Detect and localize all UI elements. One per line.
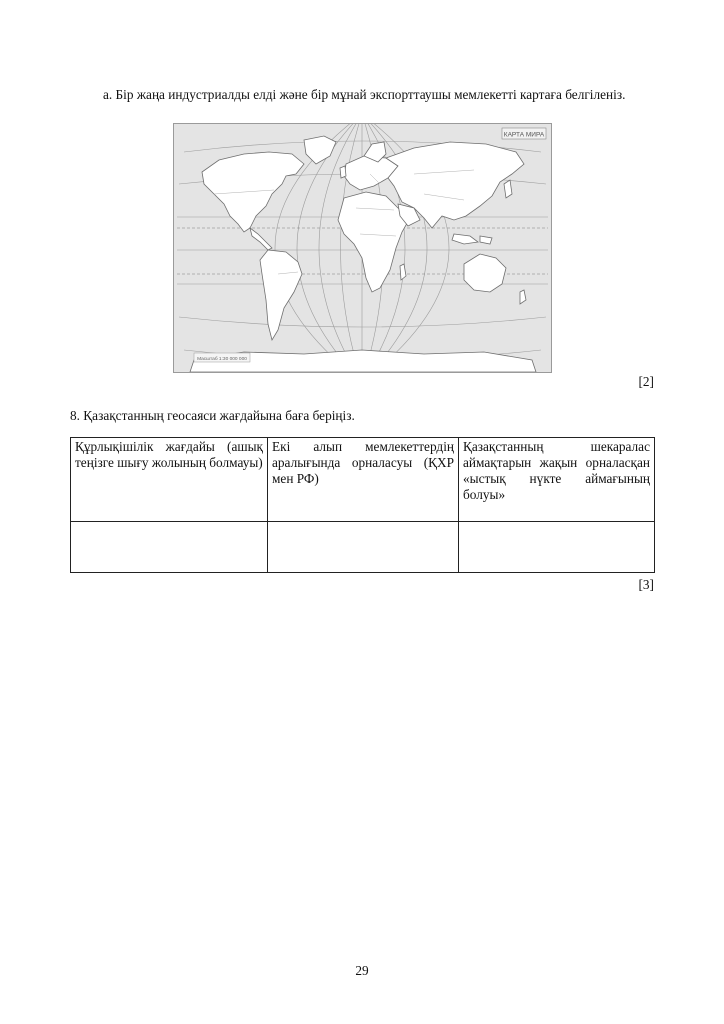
answer-cell[interactable] xyxy=(268,522,459,573)
table-header-cell: Құрлықішілік жағдайы (ашық теңізге шығу жолының болмауы) xyxy=(71,438,268,522)
answer-cell[interactable] xyxy=(71,522,268,573)
world-map-drawing xyxy=(174,124,551,372)
task-a-text: а. Бір жаңа индустриалды елді және бір мұнай экспорттаушы мемлекетті картаға белгіленіз. xyxy=(103,87,626,102)
table-header-row xyxy=(71,438,655,522)
table-header-cell: Екі алып мемлекеттердің аралығында орналасуы (ҚХР мен РФ) xyxy=(268,438,459,522)
continents xyxy=(190,136,536,372)
question-8-score: [3] xyxy=(638,577,654,592)
task-a-score: [2] xyxy=(638,374,654,389)
table-answer-row xyxy=(71,522,655,573)
page-number: 29 xyxy=(355,963,369,978)
table-header-cell: Қазақстанның шекаралас аймақтарын жақын орналасқан «ыстық нүкте аймағының болуы» xyxy=(459,438,655,522)
geopolitics-table xyxy=(70,437,655,573)
question-8-text: 8. Қазақстанның геосаяси жағдайына баға беріңіз. xyxy=(70,408,355,423)
map-title-label: КАРТА МИРА xyxy=(503,131,545,139)
world-map xyxy=(173,123,552,373)
map-scale-label: Масштаб 1:30 000 000 xyxy=(197,357,247,362)
answer-cell[interactable] xyxy=(459,522,655,573)
